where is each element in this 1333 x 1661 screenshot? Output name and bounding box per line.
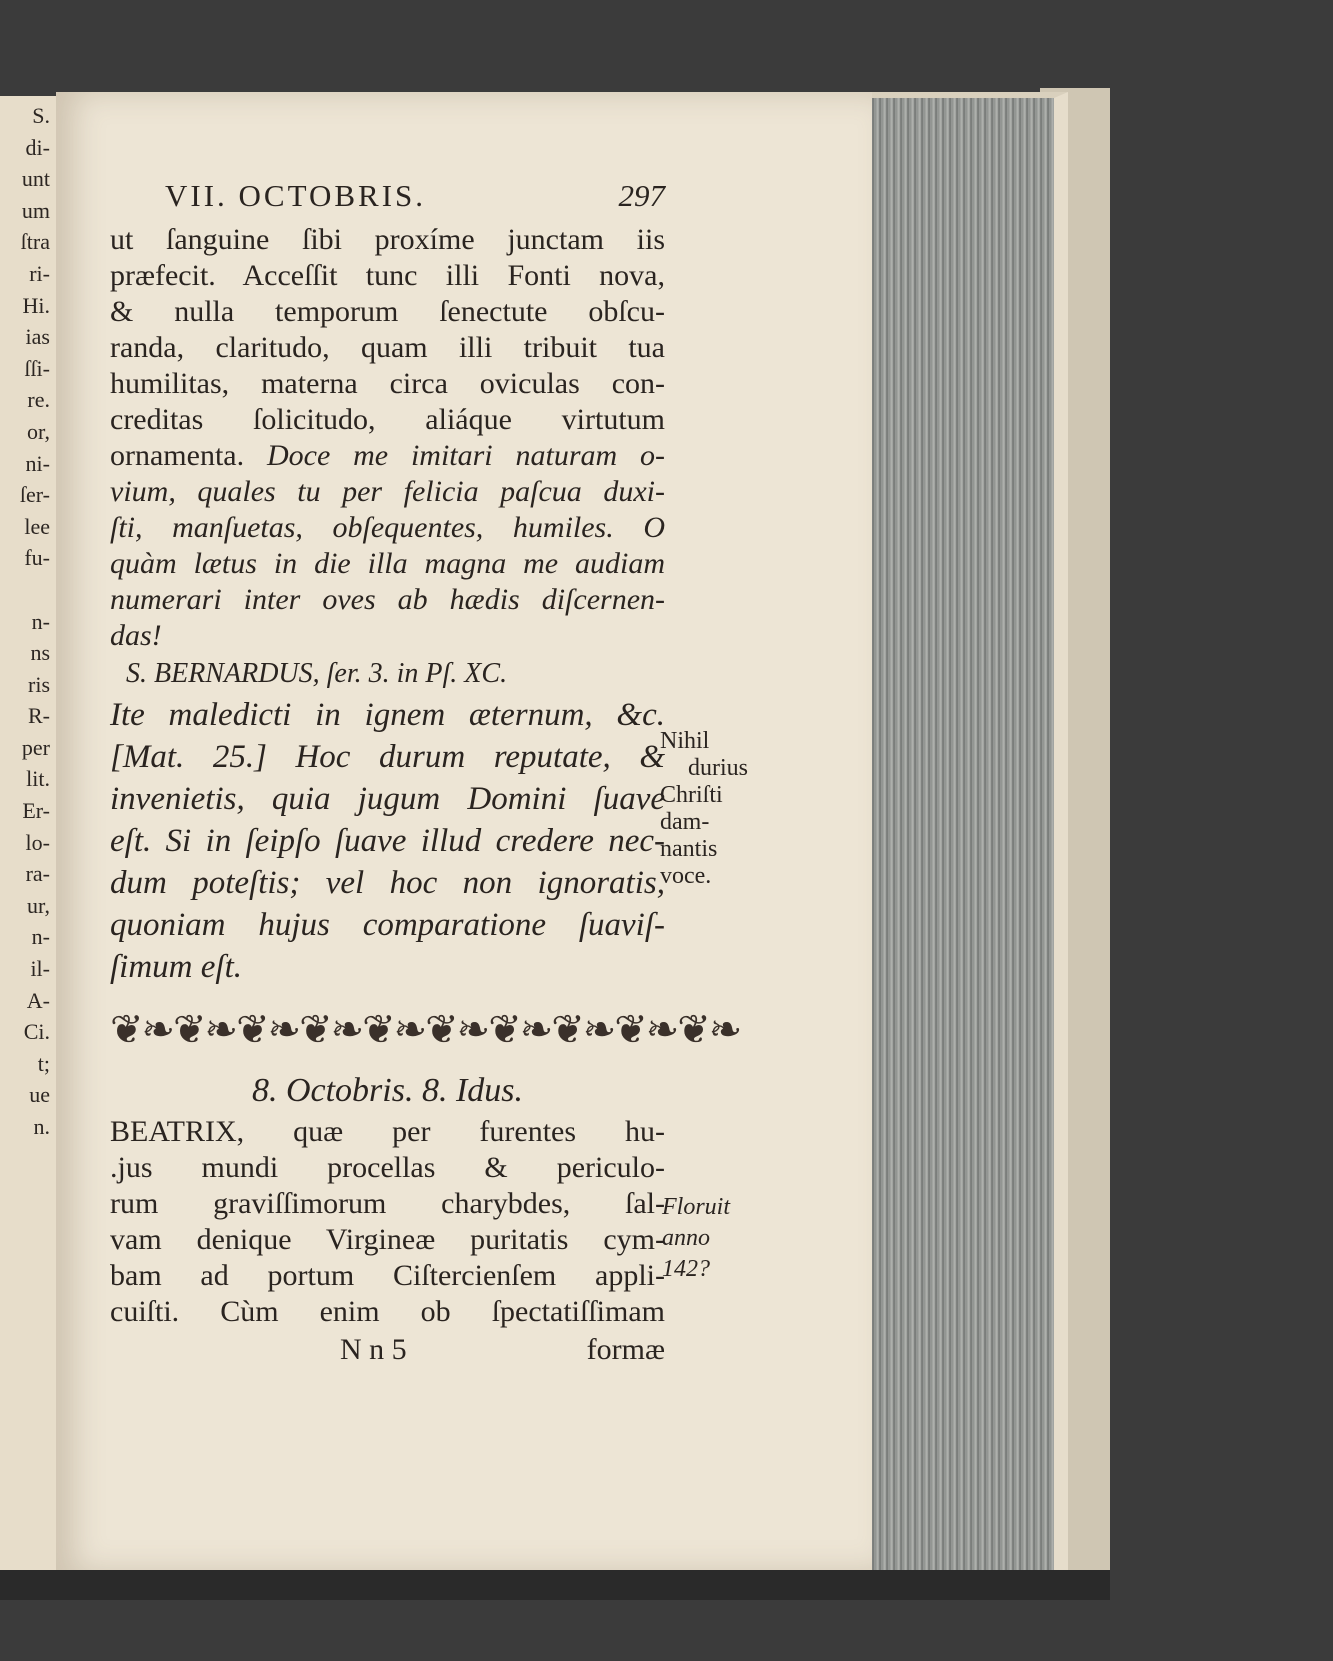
margin-note-line: Chriſti: [660, 782, 723, 808]
previous-page-fragment: ſſi-: [24, 355, 50, 381]
text-line: cuiſti. Cùm enim ob ſpectatiſſimam: [110, 1295, 665, 1328]
text-line: bam ad portum Ciſtercienſem appli-: [110, 1259, 665, 1292]
previous-page-fragment: um: [21, 197, 50, 223]
text-line: randa, claritudo, quam illi tribuit tua: [110, 331, 665, 364]
header-title: VII. OCTOBRIS.: [165, 178, 427, 213]
previous-page-fragment: or,: [27, 418, 50, 444]
text-line: .jus mundi procellas & periculo-: [110, 1151, 665, 1184]
margin-note-line: voce.: [660, 863, 712, 889]
text-roman: ornamenta.: [110, 439, 245, 472]
margin-note-line: durius: [688, 755, 748, 781]
text-line: humilitas, materna circa oviculas con-: [110, 367, 665, 400]
previous-page-fragment: ias: [25, 324, 50, 350]
text-line: das!: [110, 619, 162, 652]
running-header: [110, 178, 665, 222]
previous-page-fragment: ra-: [25, 861, 50, 887]
previous-page-fragment: ni-: [25, 450, 50, 476]
previous-page-fragment: t;: [37, 1050, 50, 1076]
margin-note-line: 142?: [662, 1256, 710, 1282]
catchword: formæ: [586, 1333, 665, 1366]
text-line: rum graviſſimorum charybdes, ſal-: [110, 1187, 665, 1220]
quote-line: eſt. Si in ſeipſo ſuave illud credere nec-: [110, 823, 665, 859]
signature-mark: N n 5: [340, 1333, 407, 1366]
margin-note-line: dam-: [660, 809, 710, 835]
quote-line: ſimum eſt.: [110, 949, 242, 985]
text-line: ſti, manſuetas, obſequentes, humiles. O: [110, 511, 665, 544]
previous-page-fragment: A-: [26, 987, 50, 1013]
previous-page-fragment: R-: [28, 703, 50, 729]
previous-page-fragment: n-: [31, 924, 50, 950]
previous-page-fragment: S.: [32, 103, 50, 128]
text-line: ut ſanguine ſibi proxíme junctam iis: [110, 223, 665, 256]
previous-page-fragment: il-: [30, 956, 50, 982]
margin-note-line: Nihil: [660, 728, 710, 754]
margin-note: [662, 1194, 730, 1287]
previous-page-fragment: lo-: [25, 829, 50, 855]
page-number: 297: [618, 178, 665, 213]
margin-note-line: anno: [662, 1225, 710, 1251]
previous-page-fragment: ns: [30, 640, 50, 666]
previous-page-fragment: ur,: [27, 892, 50, 918]
text-line: vam denique Virgineæ puritatis cym-: [110, 1223, 665, 1256]
margin-note: [660, 728, 748, 890]
bottom-shadow: [0, 1570, 1110, 1600]
previous-page-fragment: di-: [25, 134, 50, 160]
previous-page-fragment: fu-: [24, 545, 50, 571]
catchword-line: [110, 1330, 665, 1370]
previous-page-fragment: ue: [29, 1082, 50, 1108]
text-line: numerari inter oves ab hædis diſcernen-: [110, 583, 665, 616]
previous-page-fragment: re.: [27, 387, 50, 413]
text-line: vium, quales tu per felicia paſcua duxi-: [110, 475, 665, 508]
previous-page-fragment: per: [21, 734, 50, 760]
ornamental-border: ❦❧❦❧❦❧❦❧❦❧❦❧❦❧❦❧❦❧❦❧: [110, 1007, 741, 1052]
text-line: creditas ſolicitudo, aliáque virtutum: [110, 403, 665, 436]
margin-note-line: Floruit: [662, 1194, 731, 1220]
quote-author: S. BERNARDUS, ſer. 3. in Pſ. XC.: [126, 658, 508, 689]
previous-page-fragment: ri-: [29, 260, 50, 286]
text-line: [110, 438, 665, 474]
previous-page-fragment: n.: [33, 1114, 50, 1139]
previous-page-fragment: n-: [31, 608, 50, 634]
margin-note-line: nantis: [660, 836, 718, 862]
previous-page-fragment: [0, 574, 52, 606]
previous-page-fragment: lee: [24, 513, 50, 539]
quote-line: [Mat. 25.] Hoc durum reputate, &: [110, 739, 665, 775]
previous-page-fragment: ris: [28, 671, 50, 697]
text-line: BEATRIX, quæ per furentes hu-: [110, 1115, 665, 1148]
text-line: præfecit. Acceſſit tunc illi Fonti nova,: [110, 259, 665, 292]
quote-line: invenietis, quia jugum Domini ſuave: [110, 781, 665, 817]
previous-page-fragment: Hi.: [22, 292, 50, 318]
day-title: 8. Octobris. 8. Idus.: [251, 1072, 524, 1109]
previous-page-fragment: Er-: [22, 798, 50, 824]
quote-line: quoniam hujus comparatione ſuaviſ-: [110, 907, 665, 943]
text-italic: Doce me imitari naturam o-: [266, 439, 666, 472]
previous-page-fragment: Ci.: [23, 1019, 50, 1045]
page-edges: [868, 92, 1068, 1572]
previous-page-fragment: ſer-: [19, 482, 50, 508]
previous-page-fragment: ſtra: [20, 229, 50, 255]
previous-page-fragment: lit.: [26, 766, 50, 792]
text-line: quàm lætus in die illa magna me audiam: [110, 547, 665, 580]
previous-page-margin: [0, 100, 52, 1143]
previous-page-fragment: unt: [21, 166, 50, 192]
quote-line: dum poteſtis; vel hoc non ignoratis,: [110, 865, 665, 901]
text-line: & nulla temporum ſenectute obſcu-: [110, 295, 665, 328]
quote-line: Ite maledicti in ignem æternum, &c.: [110, 697, 665, 733]
